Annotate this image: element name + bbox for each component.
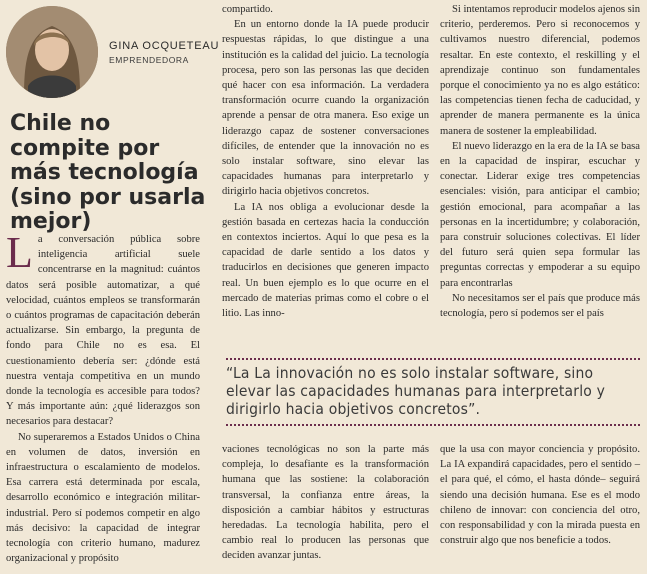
paragraph: compartido. <box>222 4 273 15</box>
author-name: GINA OCQUETEAU <box>109 40 220 52</box>
dropcap: L <box>6 228 33 277</box>
article-column-right-bottom <box>440 442 640 548</box>
author-photo <box>6 6 98 98</box>
headline: Chile no compite por más tecnología (sino por usarla mejor) <box>10 111 206 234</box>
author-portrait-icon <box>6 6 98 98</box>
article-column-middle-top <box>222 2 429 321</box>
author-role: EMPRENDEDORA <box>109 55 189 65</box>
paragraph: vaciones tecnológicas no son la parte más compleja, lo desafiante es la transformación humana que las sostiene: la colaboración transversal, la confianza entre áreas, la disposición a cambiar hábitos y estructuras heredadas. La tecnología habilita, pero el cambio real lo producen las personas que deciden avanzar juntas. <box>222 444 429 562</box>
pull-quote-text: “La La innovación no es solo instalar software, sino elevar las capacidades humanas para interpretarlo y dirigirlo hacia objetivos concretos”. <box>226 364 606 418</box>
paragraph-text: a conversación pública sobre inteligencia artificial suele concentrarse en la magnitud: cuántos datos será posible automatizar, a qué velocidad, cuántos empleos se transformarán o cuántos programas de capacitación deberán actualizarse. Sin embargo, la pregunta de fondo para Chile no es esa. El cuestionamiento debería ser: ¿dónde está nuestra ventaja competitiva en un mundo donde la tecnología es accesible para todos? Y más importante aún: ¿qué liderazgos son necesarios para destacar? <box>6 234 200 428</box>
article-column-left <box>6 228 200 566</box>
pull-quote <box>226 358 640 426</box>
article-column-right-top <box>440 2 640 321</box>
paragraph: Si intentamos reproducir modelos ajenos sin criterio, perderemos. Pero si reconocemos y cultivamos nuestro diferencial, podemos resaltar. En este contexto, el reskilling y el aprendizaje continuo son fundamentales porque el conocimiento ya no es algo estático: las competencias tienen fecha de caducidad, y aprender de manera permanente es la única manera de sostener la empleabilidad. <box>440 4 641 137</box>
paragraph: No superaremos a Estados Unidos o China en volumen de datos, inversión en infraestructura o escalamiento de modelos. Esa carrera está determinada por escala, desarrollo económico e integración militar-industrial. Pero sí podemos competir en algo más decisivo: la capacidad de integrar tecnología con criterio humano, madurez organizacional y propósito <box>6 431 200 565</box>
paragraph: que la usa con mayor conciencia y propósito. La IA expandirá capacidades, pero el sentido –el para qué, el cómo, el hasta dónde– seguirá siendo una decisión humana. Ese es el modo chileno de innovar: con conciencia del otro, con responsabilidad y con la mirada puesta en construir algo que nos beneficie a todos. <box>440 444 640 547</box>
article-column-middle-bottom <box>222 442 429 564</box>
paragraph: La IA nos obliga a evolucionar desde la gestión basada en certezas hacia la conducción en contextos inciertos. Aquí lo que pesa es la capacidad de darle sentido a los datos y traducirlos en decisiones que generen impacto real. Un buen ejemplo es lo que ocurre en el mercado de materias primas como el cobre o el litio. Las inno- <box>222 201 429 320</box>
paragraph <box>6 228 200 430</box>
paragraph: El nuevo liderazgo en la era de la IA se basa en la capacidad de inspirar, escuchar y conectar. Liderar exige tres competencias esenciales: visión, para anticipar el cambio; gestión emocional, para acompañar a las personas en la incertidumbre; y colaboración, para construir soluciones colectivas. El líder del futuro será quien sepa formular las preguntas correctas y empoderar a su equipo para encontrarlas <box>440 140 640 289</box>
paragraph: En un entorno donde la IA puede producir respuestas rápidas, lo que distingue a una institución es la calidad del juicio. La tecnología procesa, pero son las personas las que deciden qué hacer con esa información. La verdadera transformación ocurre cuando la organización aprende a pensar de otra manera. Eso exige un liderazgo capaz de sostener conversaciones difíciles, de entender que la innovación no es solo instalar software, sino elevar las capacidades humanas para interpretarlo y dirigirlo hacia objetivos concretos. <box>222 19 429 198</box>
paragraph: No necesitamos ser el país que produce más tecnología, pero sí podemos ser el país <box>440 292 640 320</box>
